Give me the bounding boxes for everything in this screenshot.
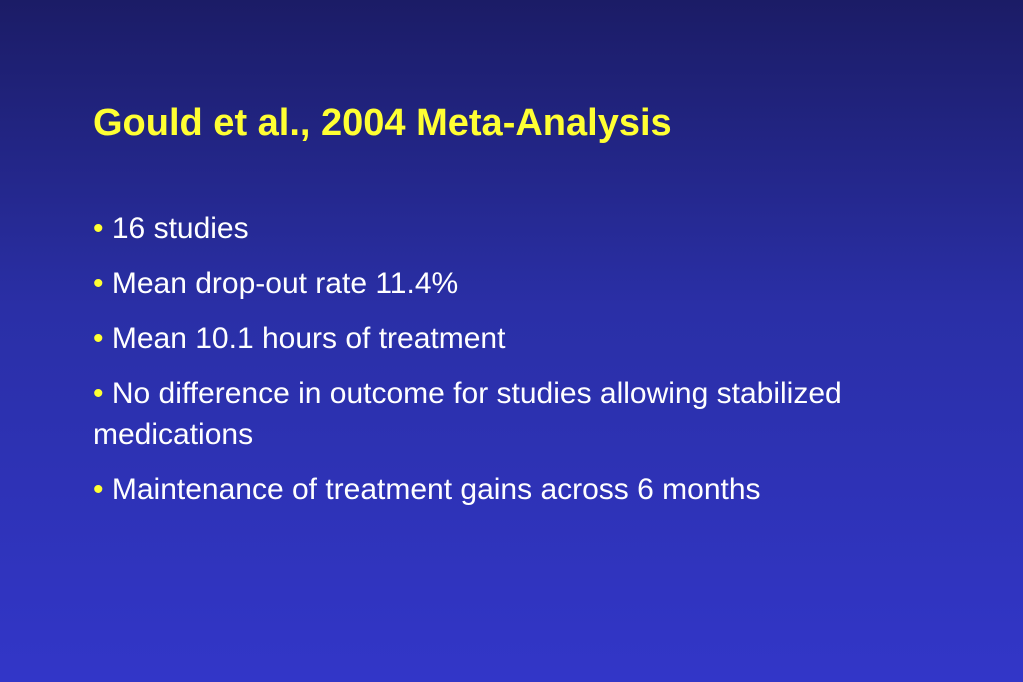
bullet-list: [93, 208, 973, 524]
bullet-item: [93, 318, 973, 359]
bullet-symbol: •: [93, 473, 104, 506]
bullet-symbol: •: [93, 322, 104, 355]
slide-title: Gould et al., 2004 Meta-Analysis: [93, 102, 672, 144]
bullet-item: [93, 208, 973, 249]
bullet-item: [93, 373, 973, 455]
bullet-text: Mean 10.1 hours of treatment: [111, 322, 506, 355]
bullet-symbol: •: [93, 212, 104, 245]
bullet-item: [93, 263, 973, 304]
bullet-text: 16 studies: [111, 212, 249, 245]
bullet-text: Mean drop-out rate 11.4%: [111, 267, 459, 300]
bullet-item: [93, 469, 973, 510]
bullet-symbol: •: [93, 267, 104, 300]
bullet-symbol: •: [93, 377, 104, 410]
bullet-text: Maintenance of treatment gains across 6 months: [111, 473, 761, 506]
bullet-text: No difference in outcome for studies allowing stabilized medications: [93, 377, 842, 451]
